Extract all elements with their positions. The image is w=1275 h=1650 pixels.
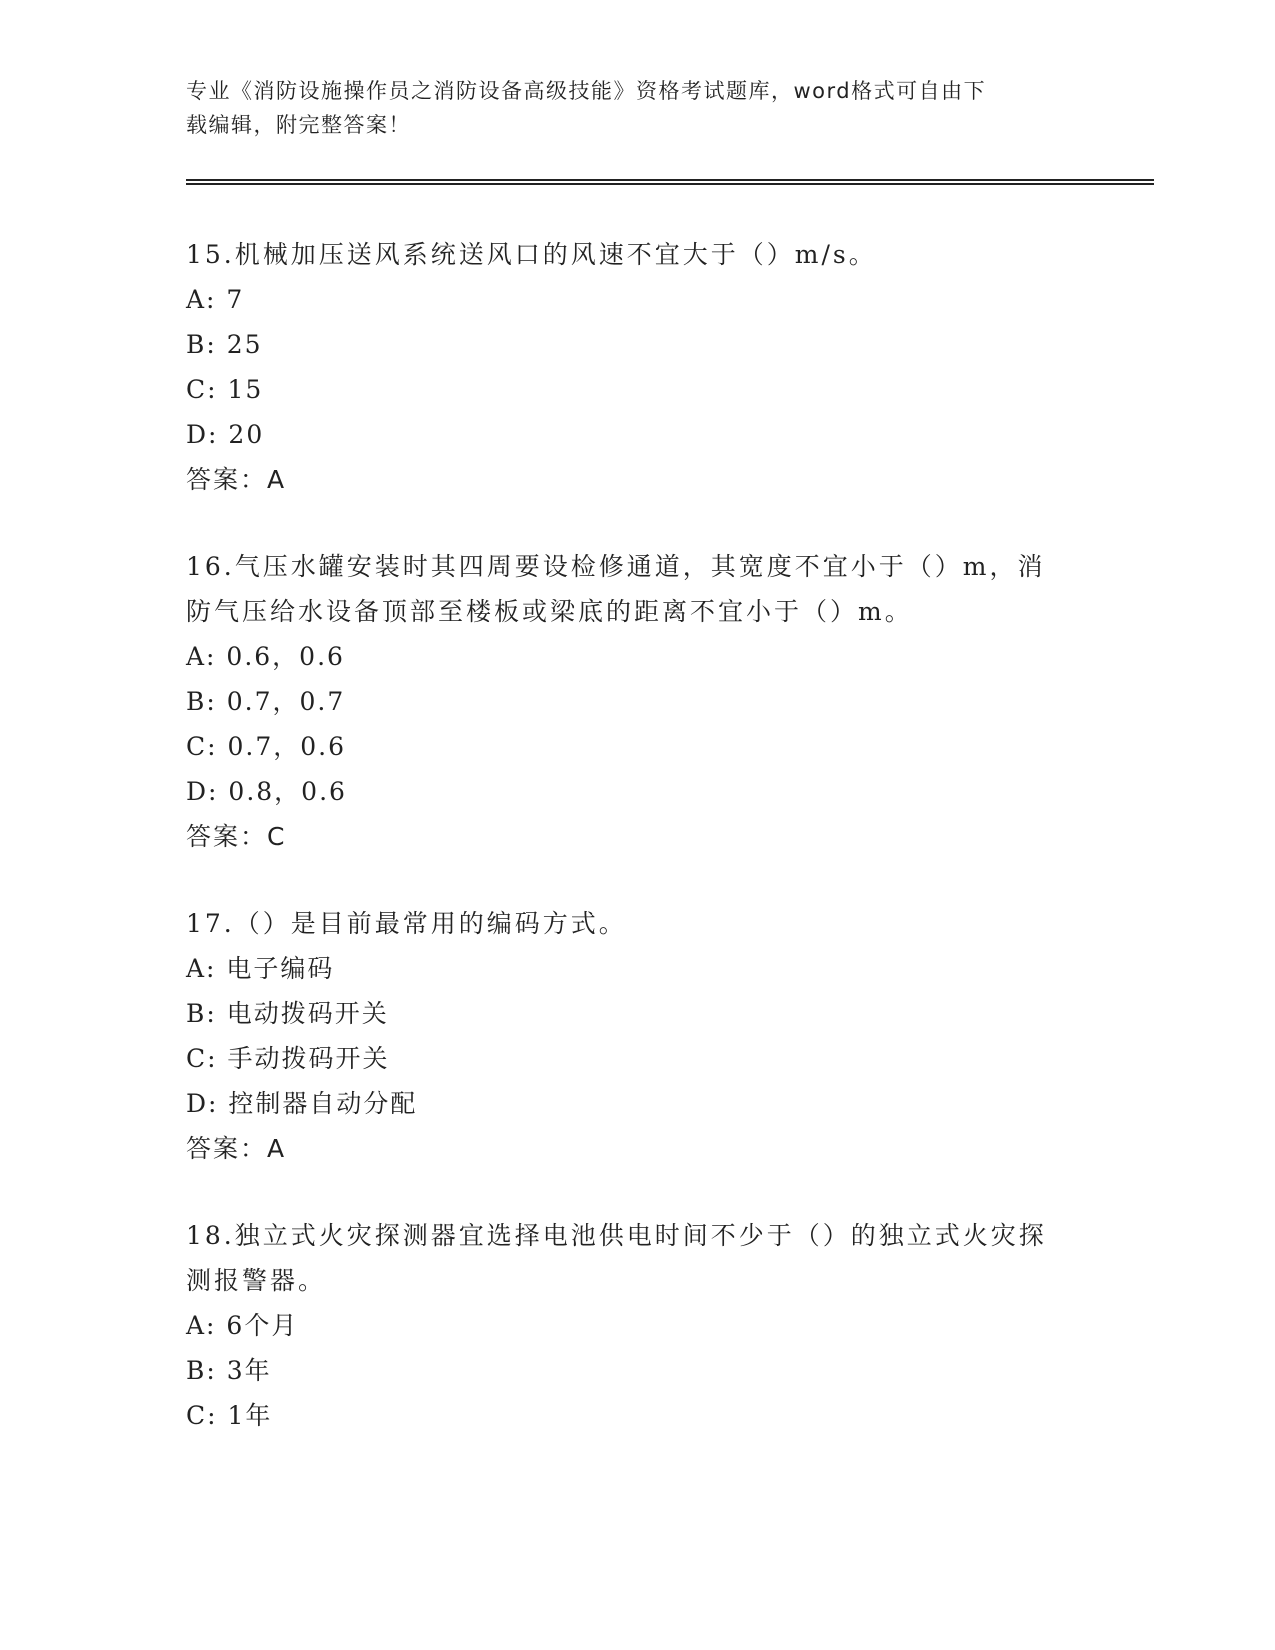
option-a: A: 6个月 <box>186 1311 299 1340</box>
option-d: D: 0.8，0.6 <box>186 777 347 806</box>
option-c: C: 0.7，0.6 <box>186 732 347 761</box>
option-d: D: 控制器自动分配 <box>186 1089 418 1118</box>
question-text: 17.（）是目前最常用的编码方式。 <box>186 909 627 938</box>
option-a: A: 0.6，0.6 <box>186 642 345 671</box>
question-16 <box>186 544 1066 859</box>
header-line-2: 载编辑，附完整答案！ <box>186 113 411 137</box>
header-line-1: 专业《消防设施操作员之消防设备高级技能》资格考试题库，word格式可自由下 <box>186 79 987 103</box>
header-double-rule <box>186 179 1154 185</box>
question-text: 16.气压水罐安装时其四周要设检修通道，其宽度不宜小于（）m，消防气压给水设备顶部至楼板或梁底的距离不宜小于（）m。 <box>186 552 1046 626</box>
option-a: A: 电子编码 <box>186 954 335 983</box>
option-c: C: 手动拨码开关 <box>186 1044 390 1073</box>
question-text: 18.独立式火灾探测器宜选择电池供电时间不少于（）的独立式火灾探测报警器。 <box>186 1221 1047 1295</box>
question-18 <box>186 1213 1066 1438</box>
question-15 <box>186 232 1066 502</box>
question-list <box>186 232 1066 1480</box>
question-17 <box>186 901 1066 1171</box>
option-d: D: 20 <box>186 420 265 449</box>
answer-line: 答案：C <box>186 822 287 851</box>
option-b: B: 25 <box>186 330 263 359</box>
option-a: A: 7 <box>186 285 245 314</box>
option-b: B: 0.7，0.7 <box>186 687 346 716</box>
document-header <box>186 74 1086 142</box>
answer-line: 答案：A <box>186 465 287 494</box>
question-text: 15.机械加压送风系统送风口的风速不宜大于（）m/s。 <box>186 240 877 269</box>
option-c: C: 15 <box>186 375 264 404</box>
option-b: B: 电动拨码开关 <box>186 999 389 1028</box>
option-c: C: 1年 <box>186 1401 273 1430</box>
answer-line: 答案：A <box>186 1134 287 1163</box>
option-b: B: 3年 <box>186 1356 272 1385</box>
